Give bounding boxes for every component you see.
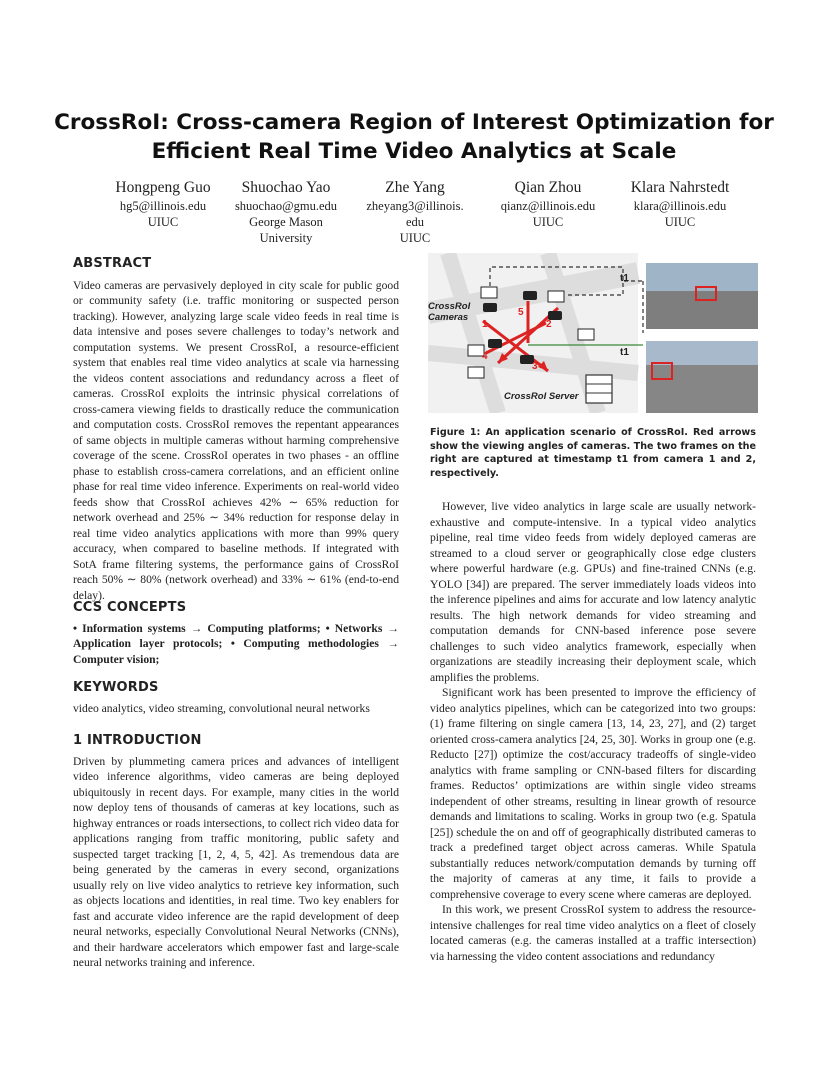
author-affiliation: UIUC xyxy=(147,215,179,229)
camera-number: 1 xyxy=(482,319,488,330)
author-email: klara@illinois.edu xyxy=(633,199,727,213)
figure-1 xyxy=(428,253,758,413)
intro-continued xyxy=(430,499,756,964)
abstract-text: Video cameras are pervasively deployed in city scale for public good or community safety (i.e. traffic monitoring or suspected person tracking). However, analyzing large scale video feeds in real time is data intensive and poses severe challenges to today’s network and computation systems. We present CrossRoI, a resource-efficient system that enables real time video analytics at scale via harnessing the videos content associations and redundancy across a fleet of cameras. CrossRoI exploits the intrinsic physical correlations of cross-camera viewing fields to drastically reduce the communication and computation costs. CrossRoI removes the repentant appearances of same objects in multiple cameras without harming comprehensive coverage of the scene. CrossRoI operates in two phases - an offline phase to establish cross-camera correlations, and an efficient online phase for real time video inference. Experiments on real-world video feeds show that CrossRoI achieves 42% ∼ 65% reduction for network overhead and 25% ∼ 34% reduction for response delay in real time video analytics applications with more than 99% query accuracy, when compared to baseline methods. If integrated with SotA frame filtering systems, the performance gains of CrossRoI reach 50% ∼ 80% (network overhead) and 33% ∼ 61% (end-to-end delay). xyxy=(73,278,399,602)
figure-diagram xyxy=(428,253,758,413)
abstract-heading: ABSTRACT xyxy=(73,256,152,271)
figure-caption: Figure 1: An application scenario of CrossRoI. Red arrows show the viewing angles of cameras. The two frames on the right are captured at timestamp t1 from camera 1 and 2, respectively. xyxy=(430,427,756,479)
keywords-text: video analytics, video streaming, convolutional neural networks xyxy=(73,701,370,715)
paragraph: In this work, we present CrossRoI system to address the resource-intensive challenges for real time video analytics on a fleet of closely located cameras (e.g. the cameras installed at a traffic intersection) via harnessing the video content associations and redundancy xyxy=(430,903,756,963)
abstract-section xyxy=(73,256,399,603)
author-name: Hongpeng Guo xyxy=(115,179,211,196)
author-affiliation: George Mason University xyxy=(249,215,323,245)
keywords-heading: KEYWORDS xyxy=(73,680,159,695)
author-block xyxy=(610,178,750,230)
author-name: Klara Nahrstedt xyxy=(630,179,730,196)
timestamp-label: t1 xyxy=(620,273,629,284)
author-block xyxy=(88,178,238,230)
keywords-section xyxy=(73,680,399,716)
camera-number: 4 xyxy=(482,351,488,362)
author-email: qianz@illinois.edu xyxy=(500,199,596,213)
camera-number: 3 xyxy=(532,361,538,372)
title-line-2: Efficient Real Time Video Analytics at Scale xyxy=(151,139,677,164)
camera-number: 2 xyxy=(546,319,552,330)
paragraph: Significant work has been presented to improve the efficiency of video analytics pipelines, which can be categorized into two groups: (1) frame filtering on single camera [13, 14, 23, 27], and (2) target oriented cross-camera analytics [24, 25, 30]. Works in group one (e.g. Reducto [27]) optimize the cost/accuracy tradeoffs of single-video analytics with frame sampling or CNN-based filters for discarding frames. Reductos’ optimizations are within single video streams independent of other streams, resulting in linear growth of resource demands and limitations to scaling. Works in group two (e.g. Spatula [25]) schedule the on and off of geographically distributed cameras to track a predefined target object across cameras. While Spatula substantially reduces network/computation demands by turning off the majority of cameras at any time, it fails to provide a comprehensive coverage to every scene where cameras are deployed. xyxy=(430,686,756,901)
author-affiliation: UIUC xyxy=(532,215,564,229)
timestamp-label: t1 xyxy=(620,347,629,358)
cameras-label: CrossRoI Cameras xyxy=(428,301,471,323)
ccs-heading: CCS CONCEPTS xyxy=(73,600,187,615)
author-name: Shuochao Yao xyxy=(241,179,331,196)
title-line-1: CrossRoI: Cross-camera Region of Interest Optimization for xyxy=(54,110,774,135)
paragraph: However, live video analytics in large scale are usually network-exhaustive and compute-intensive. In a typical video analytics pipeline, real time video feeds from widely deployed cameras are streamed to a cloud server or geographically close edge clusters where powerful hardware (e.g. GPUs) and fine-trained CNNs (e.g. YOLO [34]) are prepared. The server immediately loads videos into the inference pipelines and aims for accurate and low latency analytic results. The high network demands for video streaming and computation demands for CNN-based inference pose severe challenges to such video analytics framework, especially when organizations are steadily increasing their deployment scale, which amplifies the problems. xyxy=(430,500,756,684)
author-name: Qian Zhou xyxy=(514,179,582,196)
paper-title xyxy=(0,108,828,166)
ccs-section xyxy=(73,600,399,667)
author-name: Zhe Yang xyxy=(385,179,445,196)
author-block xyxy=(358,178,472,246)
author-block xyxy=(222,178,350,246)
ccs-text: • Information systems → Computing platforms; • Networks → Application layer protocols; • Computing methodologies → Computer vision; xyxy=(73,621,399,666)
author-email: hg5@illinois.edu xyxy=(119,199,207,213)
author-email: zheyang3@illinois. edu xyxy=(366,199,464,229)
author-affiliation: UIUC xyxy=(399,231,431,245)
author-block xyxy=(478,178,618,230)
introduction-section xyxy=(73,733,399,971)
intro-heading: 1 INTRODUCTION xyxy=(73,733,202,748)
intro-paragraph: Driven by plummeting camera prices and advances of intelligent video inference algorithms, video cameras are being deployed ubiquitously in recent days. For example, many cities in the world now deploy tens of thousands of cameras at key locations, such as highway entrances or roads intersections, to collect rich video data for applications ranging from traffic monitoring, public safety and suspected target tracking [1, 2, 4, 5, 42]. As tremendous data are being generated by the cameras in every second, organizations usually rely on live video analytics to retrieve key information, such as objects locations and identities, in real time. Two key enablers for fast and accurate video inference are the rapid development of deep neural networks, especially Convolutional Neural Networks (CNNs), and their hardware accelerators which empower fast and large-scale neural networks training and inference. xyxy=(73,754,399,969)
server-label: CrossRoI Server xyxy=(504,391,579,402)
author-email: shuochao@gmu.edu xyxy=(234,199,338,213)
camera-number: 5 xyxy=(518,307,524,318)
author-affiliation: UIUC xyxy=(664,215,696,229)
